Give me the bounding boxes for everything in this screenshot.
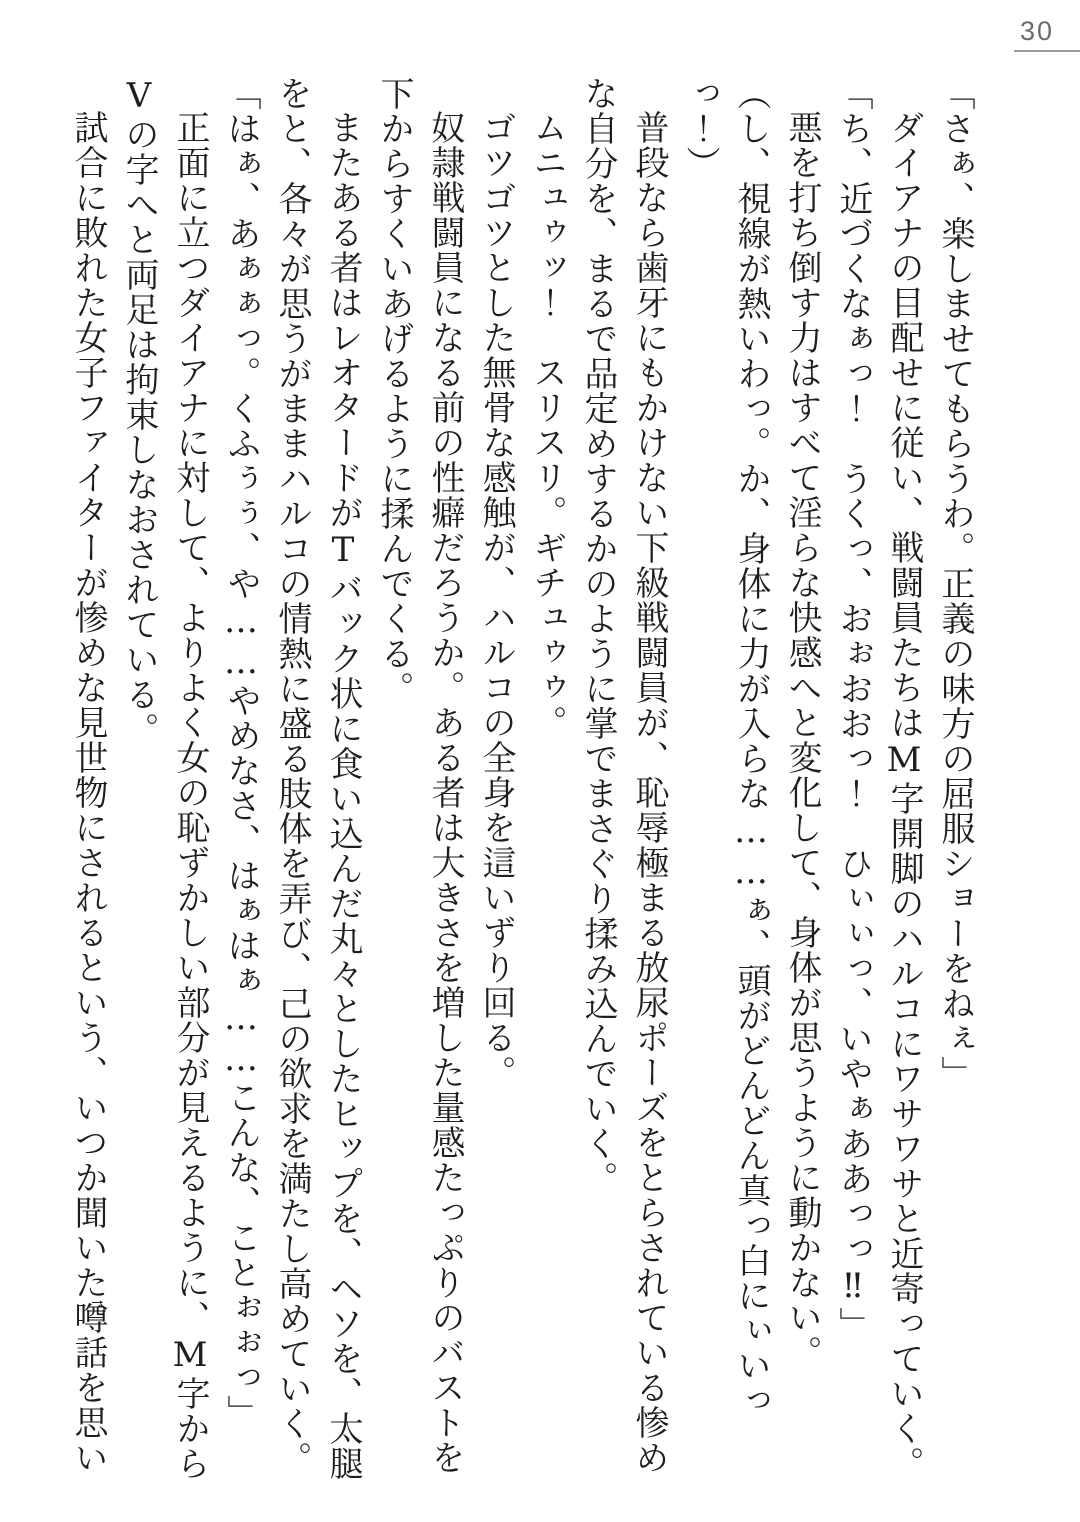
text-column: な自分を、まるで品定めするかのように掌でまさぐり揉み込んでいく。	[578, 76, 618, 1196]
text-column: ムニュゥッ！ スリスリ。ギチュゥゥ。	[527, 110, 567, 740]
text-column: 正面に立つダイアナに対して、よりよく女の恥ずかしい部分が見えるように、M字から	[170, 110, 210, 1481]
text-column: 「はぁ、あぁぁっ。くふぅぅ、や……やめなさ、はぁはぁ……こんな、ことぉぉっ」	[221, 76, 261, 1430]
text-column: またある者はレオタードがTバック状に食い込んだ丸々としたヒップを、ヘソを、太腿	[323, 110, 363, 1481]
text-column: 悪を打ち倒す力はすべて淫らな快感へと変化して、身体が思うように動かない。	[782, 110, 822, 1370]
text-column: ダイアナの目配せに従い、戦闘員たちはM字開脚のハルコにワサワサと近寄っていく。	[884, 110, 924, 1481]
page-number: 30	[1019, 16, 1054, 46]
text-column: （し、視線が熱いわっ。か、身体に力が入らな……ぁ、頭がどんどん真っ白にぃいっっ！）	[680, 76, 771, 1418]
text-column: 「ち、近づくなぁっ！ うくっ、おぉおおっ！ ひぃぃっ、いやぁああっっ‼」	[833, 76, 873, 1342]
text-column: 奴隷戦闘員になる前の性癖だろうか。ある者は大きさを増した量感たっぷりのバストを	[425, 110, 465, 1475]
vertical-text-block	[62, 76, 980, 1484]
text-column: 普段なら歯牙にもかけない下級戦闘員が、恥辱極まる放尿ポーズをとらされている惨め	[629, 110, 669, 1475]
text-column: 下からすくいあげるように揉んでくる。	[374, 76, 414, 706]
text-column: 試合に敗れた女子ファイターが惨めな見世物にされるという、いつか聞いた噂話を思い	[68, 110, 108, 1475]
text-column: 「さぁ、楽しませてもらうわ。正義の味方の屈服ショーをねぇ」	[935, 76, 975, 1091]
text-column: ゴツゴツとした無骨な感触が、ハルコの全身を這いずり回る。	[476, 110, 516, 1090]
text-column: Vの字へと両足は拘束しなおされている。	[119, 76, 159, 747]
text-column: をと、各々が思うがままハルコの情熱に盛る肢体を弄び、己の欲求を満たし高めていく。	[272, 76, 312, 1476]
page-number-rule	[1014, 50, 1080, 52]
